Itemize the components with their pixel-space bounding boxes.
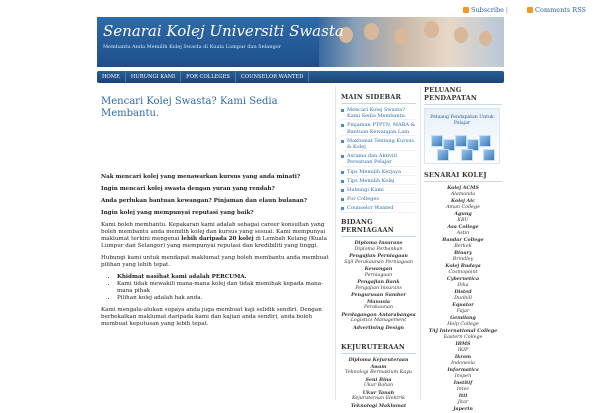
nav-hubungi-kami[interactable]: HUBUNGI KAMI <box>126 71 181 83</box>
college-item[interactable]: Institif <box>453 380 473 386</box>
post-title[interactable]: Mencari Kolej Swasta? Kami Sedia Membantu. <box>101 96 278 119</box>
college-item[interactable]: Aman College <box>446 204 480 210</box>
college-item[interactable]: IKIP <box>457 347 469 353</box>
rss-icon <box>463 7 469 13</box>
college-item[interactable]: Agung <box>454 211 472 217</box>
sidebar-item[interactable]: Asrama dan Aktiviti Persatuan Pelajar <box>341 153 416 166</box>
list-item[interactable]: Pengajian Insurans <box>355 285 402 291</box>
college-item[interactable]: TAJ International College <box>428 328 498 334</box>
college-item[interactable]: Eastern College <box>443 334 483 340</box>
sidebar-item[interactable]: Counselor Wanted <box>341 205 416 212</box>
nav-counselor-wanted[interactable]: COUNSELOR WANTED <box>236 71 310 83</box>
sidebar-item[interactable]: Hubungi Kami <box>341 187 416 194</box>
list-item: • Khidmat nasihat kami adalah PERCUMA. <box>117 274 331 281</box>
list-item[interactable]: Kejuruteraan Elektrik <box>351 396 406 401</box>
subscribe-label: Subscribe <box>471 6 504 14</box>
college-item[interactable]: Binary <box>454 250 472 256</box>
kejuruteraan-list <box>341 357 416 409</box>
bidang-title: BIDANG PERNIAGAAN <box>341 218 416 237</box>
college-item[interactable]: Disted <box>454 289 472 295</box>
college-item[interactable]: Kolej Budaya <box>445 263 481 269</box>
list-item[interactable]: Teknologi Maklumat <box>350 402 407 409</box>
sidebar-item[interactable]: Pinjaman PTPTN, MARA & Bantuan Kewangan Lain <box>341 122 416 135</box>
college-item[interactable]: Inspen <box>454 373 472 379</box>
promo-text: Peluang Pendapatan Untuk Pelajar <box>430 115 494 126</box>
list-item[interactable]: Diploma Kejuruteraan Awam <box>348 357 409 370</box>
top-bar <box>0 0 600 8</box>
list-item[interactable]: Ukur Bahan <box>363 383 394 388</box>
college-item[interactable]: Brindley <box>452 256 474 262</box>
nav-home[interactable]: HOME <box>97 71 126 83</box>
list-item[interactable]: Kewangan <box>364 266 393 272</box>
site-tagline: Membantu Anda Memilih Kolej Swasta di Kuala Lumpur dan Selangor <box>103 44 282 50</box>
college-item[interactable]: IBMS <box>455 341 471 347</box>
site-title[interactable]: Senarai Kolej Universiti Swasta <box>103 22 344 40</box>
college-item[interactable]: Help College <box>447 321 479 327</box>
sidebar-item[interactable]: Tips Memilih Kerjaya <box>341 169 416 176</box>
question-3: Anda perlukan bantuan kewangan? Pinjaman dan elaun bulanan? <box>101 198 307 204</box>
college-item[interactable]: Dunhill <box>454 295 472 301</box>
sidebar-item[interactable]: Maklumat Tentang Kursus & Kolej <box>341 138 416 151</box>
list-item[interactable]: Perniagaan <box>364 272 393 278</box>
promo-banner[interactable] <box>424 108 500 164</box>
college-item[interactable]: Japerin <box>453 406 473 412</box>
separator: | <box>505 6 508 14</box>
list-item[interactable]: Diploma Insurans <box>354 240 403 246</box>
question-1: Nak mencari kolej yang menawarkan kursus yang anda minati? <box>101 174 301 180</box>
comments-rss-link[interactable] <box>527 6 586 14</box>
main-content <box>101 96 331 120</box>
college-item[interactable]: Intec <box>456 386 470 392</box>
list-item[interactable]: Sijil Perakaunan Perniagaan <box>344 259 413 265</box>
list-item[interactable]: Diploma Perbankan <box>354 246 403 252</box>
college-item[interactable]: Jitar <box>457 399 469 405</box>
college-item[interactable]: Equator <box>452 302 474 308</box>
list-item[interactable]: Ukur Tanah <box>362 389 395 396</box>
college-item[interactable]: Bandar College <box>442 237 484 243</box>
site-header <box>97 17 504 67</box>
kejuruteraan-title: KEJURUTERAAN <box>341 343 416 354</box>
list-item[interactable]: Seni Bina <box>365 376 392 383</box>
bidang-list <box>341 240 416 331</box>
college-item[interactable]: Ikram <box>454 354 472 360</box>
college-item[interactable]: Indonesia <box>451 360 475 366</box>
list-item[interactable]: Pengajian Bank <box>357 279 400 285</box>
sidebar-item[interactable]: Tips Memilih Kolej <box>341 178 416 185</box>
college-item[interactable]: Asa College <box>447 224 479 230</box>
question-2: Ingin mencari kolej swasta dengan yuran yang rendah? <box>101 186 275 192</box>
college-item[interactable]: Dika <box>457 282 469 288</box>
senarai-title: SENARAI KOLEJ <box>424 171 502 182</box>
list-item: • Pilihan kolej adalah hak anda. <box>117 295 331 302</box>
bidang-perniagaan <box>341 218 416 331</box>
list-item[interactable]: Pengajian Perniagaan <box>349 253 408 259</box>
kejuruteraan <box>341 343 416 409</box>
paragraph-3: Kami mengalu-alukan supaya anda juga membuat kaji selidik sendiri. Dengan berbekalkan maklumat daripada kami dan kajian anda sendiri, anda boleh membuat keputusan yang lebih tepat. <box>101 307 322 327</box>
college-item[interactable]: Alamanda <box>450 191 476 197</box>
post-body <box>101 174 331 333</box>
senarai-list <box>424 185 502 413</box>
college-item[interactable]: KBU <box>457 217 469 223</box>
college-item[interactable]: Cosmopoint <box>448 269 478 275</box>
college-item[interactable]: Gemilang <box>450 315 476 321</box>
college-item[interactable]: Kolej Aic <box>450 198 475 204</box>
subscribe-link[interactable] <box>463 6 504 14</box>
list-item[interactable]: Perakaunan <box>364 305 393 310</box>
nav-for-colleges[interactable]: FOR COLLEGES <box>181 71 236 83</box>
peluang-title: PELUANG PENDAPATAN <box>424 86 502 105</box>
college-item[interactable]: Berkeli <box>454 243 472 249</box>
right-sidebar <box>424 86 502 413</box>
college-item[interactable]: Informatics <box>447 367 479 373</box>
benefit-list <box>101 274 331 302</box>
question-4: Ingin kolej yang mempunyai reputasi yang baik? <box>101 210 254 216</box>
college-item[interactable]: Fajar <box>456 308 470 314</box>
main-nav <box>97 71 504 83</box>
list-item[interactable]: Pengurusan Sumber Manusia <box>351 292 406 305</box>
college-item[interactable]: Kolej ACMS <box>447 185 479 191</box>
list-item[interactable]: Teknologi Bermaklum Kayu <box>344 370 412 375</box>
paragraph-2: Hubungi kami untuk mendapat maklumat yang boleh membantu anda membuat pilihan yang lebih tepat. <box>101 255 329 268</box>
list-item[interactable]: Logistics Management <box>350 318 407 323</box>
college-item[interactable]: Cybernetica <box>446 276 480 282</box>
list-item[interactable]: Advertising Design <box>352 324 405 331</box>
comments-rss-label: Comments RSS <box>535 6 586 14</box>
list-item: • Kami tidak mewakili mana-mana kolej dan tidak memihak kepada mana-mana pihak <box>117 281 331 295</box>
header-photo <box>319 17 504 67</box>
list-item[interactable]: Perdagangan Antarabangsa <box>341 311 416 318</box>
column-divider <box>420 86 421 400</box>
main-sidebar <box>341 93 416 215</box>
main-sidebar-list <box>341 107 416 213</box>
college-item[interactable]: Astin <box>456 230 470 236</box>
column-divider <box>335 86 336 400</box>
main-sidebar-title: MAIN SIDEBAR <box>341 93 416 104</box>
rss-icon <box>527 7 533 13</box>
sidebar-item[interactable]: Mencari Kolej Swasta? Kami Sedia Membantu. <box>341 107 416 120</box>
college-item[interactable]: Ittl <box>458 393 468 399</box>
sidebar-item[interactable]: For Colleges <box>341 196 416 203</box>
paragraph-1: Kami boleh membantu. Kepakaran kami adalah sebagai career konsultan yang boleh membantu anda memilih kolej dan kursus yang sesuai. Kami mempunyai maklumat terkini mengenai lebih daripada 20 kolej di Lembah Kelang (Kuala Lumpur dan Selangor) yang mempunyai reputasi dan kredibiliti yang tinggi. <box>101 222 327 249</box>
